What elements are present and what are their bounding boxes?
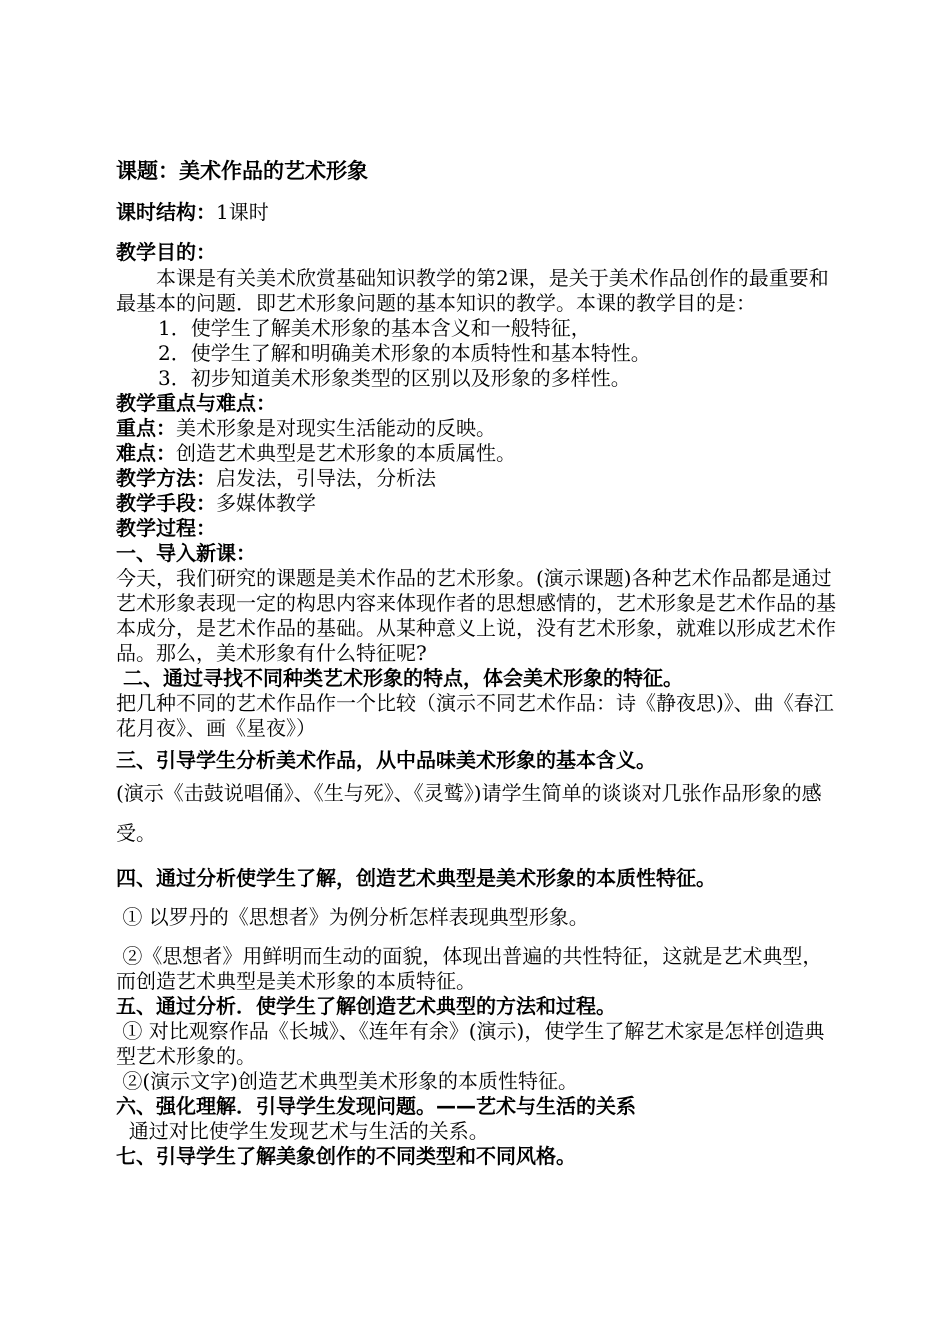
lesson-plan-document (116, 150, 842, 1169)
lesson-duration-label: 课时结构： (116, 200, 216, 224)
lesson-duration (116, 198, 842, 226)
key-points-heading: 教学重点与难点： (116, 391, 276, 415)
section-7-title: 七、引导学生了解美象创作的不同类型和不同风格。 (116, 1144, 576, 1168)
section-1-body: 今天，我们研究的课题是美术作品的艺术形象。(演示课题)各种艺术作品都是通过艺术形象表现一定的构思内容来体现作者的思想感情的，艺术形象是艺术作品的基本成分，是艺术作品的基础。从某种意义上说，没有艺术形象，就难以形成艺术作品。那么，美术形象有什么特征呢? (116, 566, 836, 665)
lesson-title-text: 美术作品的艺术形象 (179, 159, 368, 183)
means-text: 多媒体教学 (216, 491, 316, 515)
section-5-item-2: ②(演示文字)创造艺术典型美术形象的本质性特征。 (116, 1069, 578, 1093)
teaching-means (116, 491, 842, 516)
difficulty-text: 创造艺术典型是艺术形象的本质属性。 (176, 441, 516, 465)
section-5-title: 五、通过分析．使学生了解创造艺术典型的方法和过程。 (116, 994, 616, 1018)
key-point-difficulty (116, 441, 842, 466)
teaching-methods (116, 466, 842, 491)
section-2-body: 把几种不同的艺术作品作一个比较（演示不同艺术作品：诗《静夜思)》、曲《春江花月夜》、画《星夜》） (116, 691, 834, 740)
objective-item: 3．初步知道美术形象类型的区别以及形象的多样性。 (158, 366, 631, 390)
objectives-heading: 教学目的： (116, 240, 216, 264)
section-2-title: 二、通过寻找不同种类艺术形象的特点，体会美术形象的特征。 (116, 666, 683, 690)
section-6-title: 六、强化理解．引导学生发现问题。——艺术与生活的关系 (116, 1094, 636, 1118)
key-point-focus (116, 416, 842, 441)
process-heading: 教学过程： (116, 516, 216, 540)
difficulty-label: 难点： (116, 441, 176, 465)
section-4-item-2: ②《思想者》用鲜明而生动的面貌，体现出普遍的共性特征，这就是艺术典型，而创造艺术典型是美术形象的本质特征。 (116, 944, 823, 993)
section-4-title: 四、通过分析使学生了解，创造艺术典型是美术形象的本质性特征。 (116, 866, 716, 890)
section-4-item-1: ① 以罗丹的《思想者》为例分析怎样表现典型形象。 (116, 905, 589, 929)
methods-text: 启发法，引导法，分析法 (216, 466, 436, 490)
section-6-body: 通过对比使学生发现艺术与生活的关系。 (116, 1119, 489, 1143)
focus-text: 美术形象是对现实生活能动的反映。 (176, 416, 496, 440)
means-label: 教学手段： (116, 491, 216, 515)
objective-item: 1．使学生了解美术形象的基本含义和一般特征， (158, 316, 591, 340)
objective-item: 2．使学生了解和明确美术形象的本质特性和基本特性。 (158, 341, 651, 365)
lesson-duration-text: 1课时 (216, 200, 269, 224)
lesson-title-label: 课题： (116, 159, 179, 183)
objectives-intro: 本课是有关美术欣赏基础知识教学的第2课，是关于美术作品创作的最重要和最基本的问题．即艺术形象问题的基本知识的教学。本课的教学目的是： (116, 266, 829, 315)
section-3-title: 三、引导学生分析美术作品，从中品味美术形象的基本含义。 (116, 748, 656, 772)
focus-label: 重点： (116, 416, 176, 440)
methods-label: 教学方法： (116, 466, 216, 490)
section-5-item-1: ① 对比观察作品《长城》、《连年有余》(演示)，使学生了解艺术家是怎样创造典型艺术形象的。 (116, 1019, 825, 1068)
lesson-title (116, 156, 842, 186)
section-1-title: 一、导入新课： (116, 541, 256, 565)
section-3-body: (演示《击鼓说唱俑》、《生与死》、《灵鹫》)请学生简单的谈谈对几张作品形象的感受。 (116, 781, 822, 845)
